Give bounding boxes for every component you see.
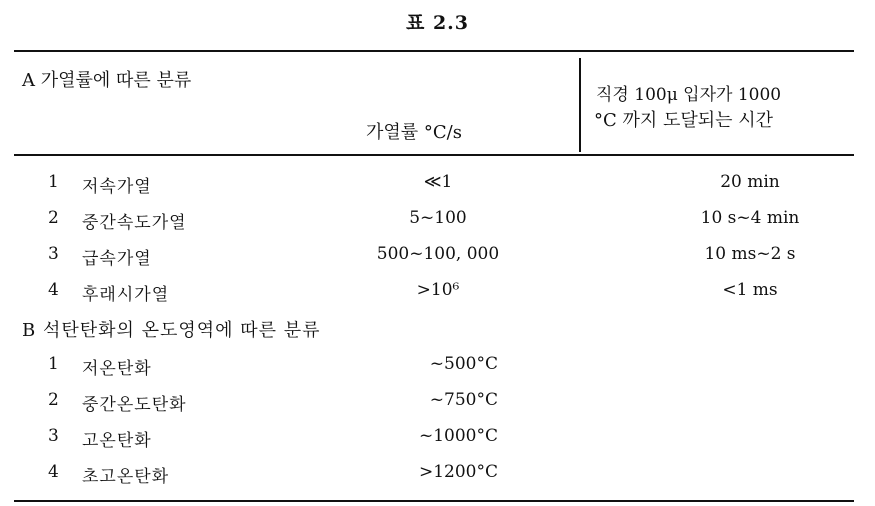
row-heating-rate: 500~100, 000 [376, 244, 500, 264]
row-name: 고온탄화 [82, 431, 152, 451]
row-temperature: ~500°C [429, 354, 498, 374]
header-divider [579, 58, 581, 152]
bottom-rule [14, 500, 854, 502]
time-column-header-line2: °C 까지 도달되는 시간 [594, 110, 774, 131]
row-heating-rate: 5~100 [409, 208, 467, 228]
top-rule [14, 50, 854, 52]
table-row [0, 244, 875, 280]
row-number: 1 [48, 354, 59, 374]
section-b-heading: B 석탄탄화의 온도영역에 따른 분류 [22, 320, 321, 341]
table-row [0, 280, 875, 316]
row-time: 20 min [720, 172, 780, 192]
table-row [0, 390, 875, 426]
row-time: <1 ms [722, 280, 778, 300]
row-name: 저온탄화 [82, 359, 152, 379]
row-number: 2 [48, 390, 59, 410]
row-number: 4 [48, 280, 59, 300]
time-column-header-line1: 직경 100μ 입자가 1000 [596, 85, 782, 105]
row-number: 2 [48, 208, 59, 228]
heating-rate-column-header: 가열률 °C/s [366, 122, 462, 143]
row-temperature: ~1000°C [418, 426, 498, 446]
row-name: 중간속도가열 [82, 213, 187, 233]
row-name: 급속가열 [82, 249, 152, 269]
table-row [0, 208, 875, 244]
row-number: 4 [48, 462, 59, 482]
table-row [0, 426, 875, 462]
row-heating-rate: >10⁶ [416, 280, 460, 300]
row-heating-rate: ≪1 [423, 172, 453, 192]
header-rule [14, 154, 854, 156]
row-time: 10 ms~2 s [704, 244, 796, 264]
row-name: 저속가열 [82, 177, 152, 197]
table-row [0, 354, 875, 390]
row-name: 후래시가열 [82, 285, 170, 305]
table-row [0, 172, 875, 208]
row-number: 3 [48, 244, 59, 264]
table-caption: 표 2.3 [405, 12, 470, 34]
row-temperature: >1200°C [418, 462, 498, 482]
row-number: 3 [48, 426, 59, 446]
table-row [0, 462, 875, 498]
row-name: 초고온탄화 [82, 467, 170, 487]
section-a-heading: A 가열률에 따른 분류 [22, 70, 192, 91]
row-number: 1 [48, 172, 59, 192]
row-name: 중간온도탄화 [82, 395, 187, 415]
row-temperature: ~750°C [429, 390, 498, 410]
row-time: 10 s~4 min [700, 208, 800, 228]
